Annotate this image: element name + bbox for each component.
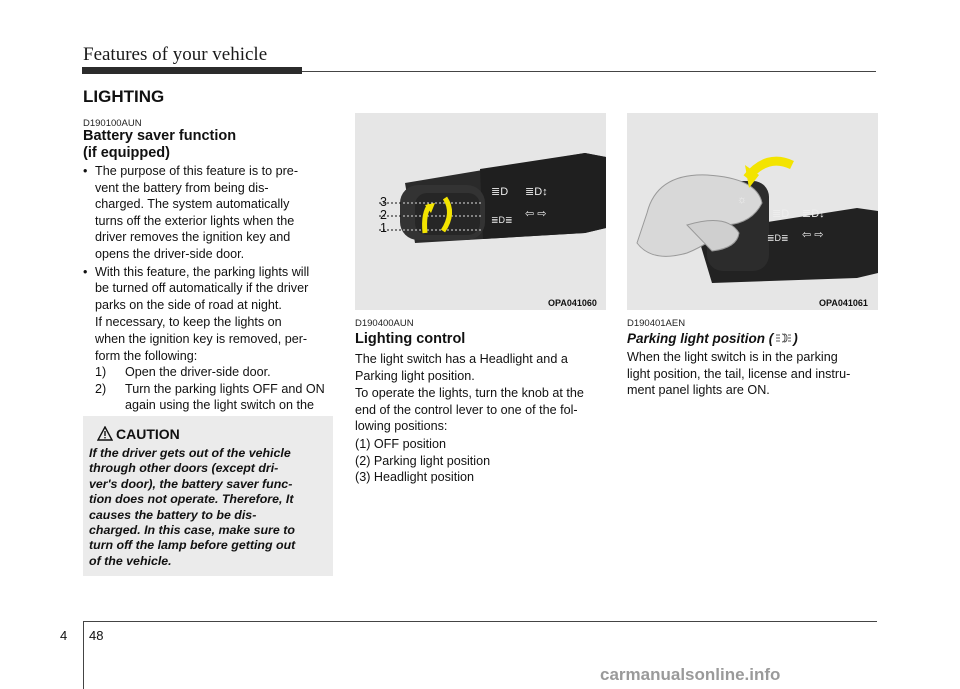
step-item: 2) Turn the parking lights OFF and ON again using the light switch on the xyxy=(95,381,325,413)
parking-light-icon xyxy=(775,332,791,347)
svg-text:≣D: ≣D xyxy=(491,186,509,198)
section-title: LIGHTING xyxy=(83,87,165,106)
footer-divider xyxy=(83,621,84,689)
svg-text:⇦ ⇨: ⇦ ⇨ xyxy=(802,229,824,241)
svg-text:≣D≣: ≣D≣ xyxy=(767,233,789,243)
watermark: carmanualsonline.info xyxy=(600,665,781,684)
lighting-control-code: D190400AUN xyxy=(355,318,414,329)
lighting-control-heading: Lighting control xyxy=(355,331,466,347)
figure-position-labels: 3 2 1 xyxy=(380,195,387,235)
chapter-number: 4 xyxy=(60,628,68,643)
battery-saver-body xyxy=(83,163,334,431)
svg-text:≣D↕: ≣D↕ xyxy=(802,208,825,220)
figure-code: OPA041061 xyxy=(819,298,868,308)
battery-saver-paragraph: If necessary, to keep the lights on when the ignition key is removed, per- form the following: xyxy=(95,315,308,363)
step-item: 1) Open the driver-side door. xyxy=(95,365,271,380)
header-rule xyxy=(302,71,876,72)
header-bar xyxy=(82,67,302,74)
bullet-item: • The purpose of this feature is to pre- vent the battery from being dis- charged. The system automatically turns off the exterior lights when the driver removes the ignition key and opens the driver-side door. xyxy=(83,163,334,263)
page-number: 48 xyxy=(89,628,104,643)
warning-triangle-icon xyxy=(97,426,113,446)
svg-text:≣D: ≣D xyxy=(772,208,790,220)
caution-title: CAUTION xyxy=(116,426,180,442)
parking-light-heading: Parking light position ( ) xyxy=(627,331,798,346)
footer-rule xyxy=(83,621,877,622)
svg-text:≣D≣: ≣D≣ xyxy=(491,215,513,225)
figure-code: OPA041060 xyxy=(548,298,597,308)
figure-light-switch xyxy=(355,113,606,310)
lighting-control-body: The light switch has a Headlight and a Parking light position. To operate the lights, turn the knob at the end of the control lever to one of the fol- lowing positions: (1) OFF position (2) Parking light position (3) Headlight position xyxy=(355,352,584,485)
svg-text:≣D↕: ≣D↕ xyxy=(525,186,548,198)
figure-hand-switch xyxy=(627,113,878,310)
parking-light-code: D190401AEN xyxy=(627,318,686,329)
battery-saver-heading: Battery saver function (if equipped) xyxy=(83,128,237,161)
parking-light-body: When the light switch is in the parking light position, the tail, license and instru- ment panel lights are ON. xyxy=(627,350,851,398)
page-header-title: Features of your vehicle xyxy=(83,44,268,65)
caution-text: If the driver gets out of the vehicle through other doors (except dri- ver's door), the battery saver func- tion does not operate. Therefore, It causes the battery to be dis- charged. In this case, make sure to turn off the lamp before getting out of the vehicle. xyxy=(89,446,296,568)
svg-text:☼: ☼ xyxy=(737,194,748,206)
svg-text:⇦ ⇨: ⇦ ⇨ xyxy=(525,208,547,220)
bullet-item: • With this feature, the parking lights will be turned off automatically if the driver parks on the side of road at night. xyxy=(83,264,334,314)
battery-saver-code: D190100AUN xyxy=(83,118,142,129)
